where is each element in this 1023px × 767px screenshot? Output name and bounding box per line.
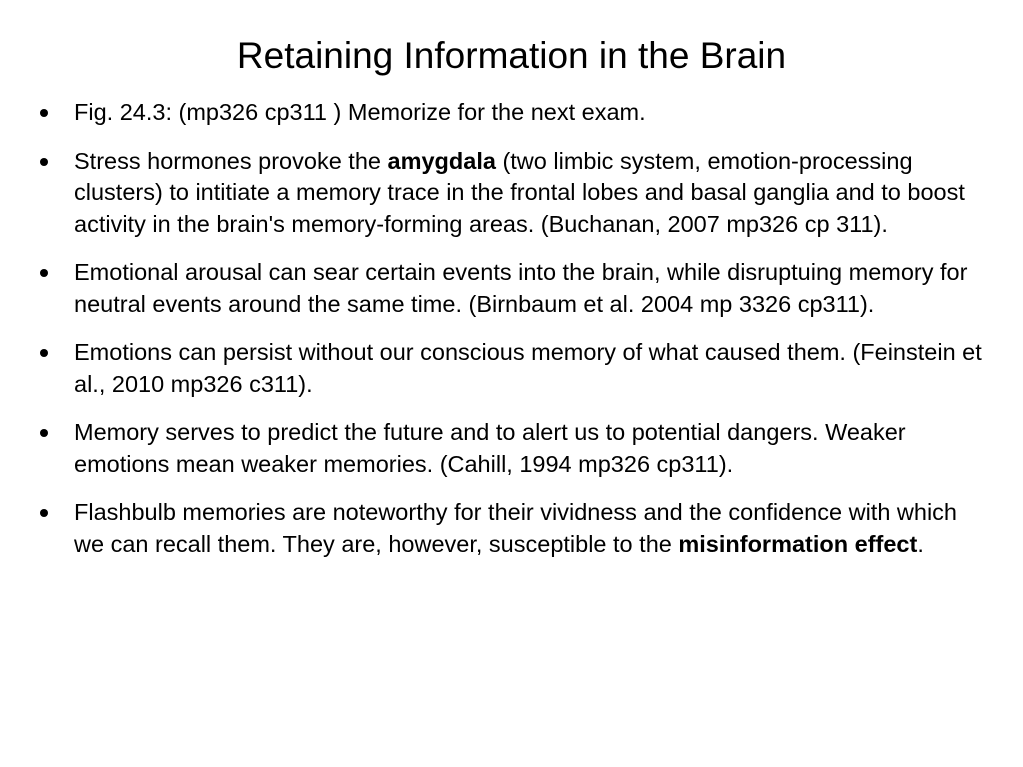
- bullet-bold-term: amygdala: [387, 147, 496, 174]
- bullet-text: Stress hormones provoke the: [74, 147, 388, 174]
- bullet-list: [40, 97, 990, 577]
- bullet-icon: [40, 109, 48, 117]
- bullet-item: [40, 146, 990, 241]
- bullet-icon: [40, 429, 48, 437]
- bullet-text: Memory serves to predict the future and to alert us to potential dangers. Weaker emotions mean weaker memories. (Cahill, 1994 mp326 cp311).: [74, 419, 906, 477]
- bullet-text: .: [917, 530, 924, 557]
- bullet-text: Emotions can persist without our conscious memory of what caused them. (Feinstein et al., 2010 mp326 c311).: [74, 339, 982, 397]
- bullet-icon: [40, 349, 48, 357]
- bullet-icon: [40, 158, 48, 166]
- bullet-item: [40, 97, 990, 129]
- bullet-icon: [40, 269, 48, 277]
- bullet-item: [40, 417, 990, 480]
- bullet-text: Flashbulb memories are noteworthy for their vividness and the confidence with which we can recall them. They are, however, susceptible to the: [74, 499, 957, 557]
- bullet-text: (two limbic system, emotion-processing clusters) to intitiate a memory trace in the frontal lobes and basal ganglia and to boost activity in the brain's memory-forming areas. (Buchanan, 2007 mp326 cp 311).: [74, 147, 965, 237]
- bullet-item: [40, 497, 990, 560]
- bullet-text: Fig. 24.3: (mp326 cp311 ) Memorize for the next exam.: [74, 99, 646, 125]
- bullet-item: [40, 257, 990, 320]
- bullet-icon: [40, 509, 48, 517]
- bullet-text: Emotional arousal can sear certain events into the brain, while disruptuing memory for neutral events around the same time. (Birnbaum et al. 2004 mp 3326 cp311).: [74, 259, 968, 317]
- slide-title: Retaining Information in the Brain: [236, 35, 787, 76]
- bullet-bold-term: misinformation effect: [678, 530, 918, 557]
- bullet-item: [40, 337, 990, 400]
